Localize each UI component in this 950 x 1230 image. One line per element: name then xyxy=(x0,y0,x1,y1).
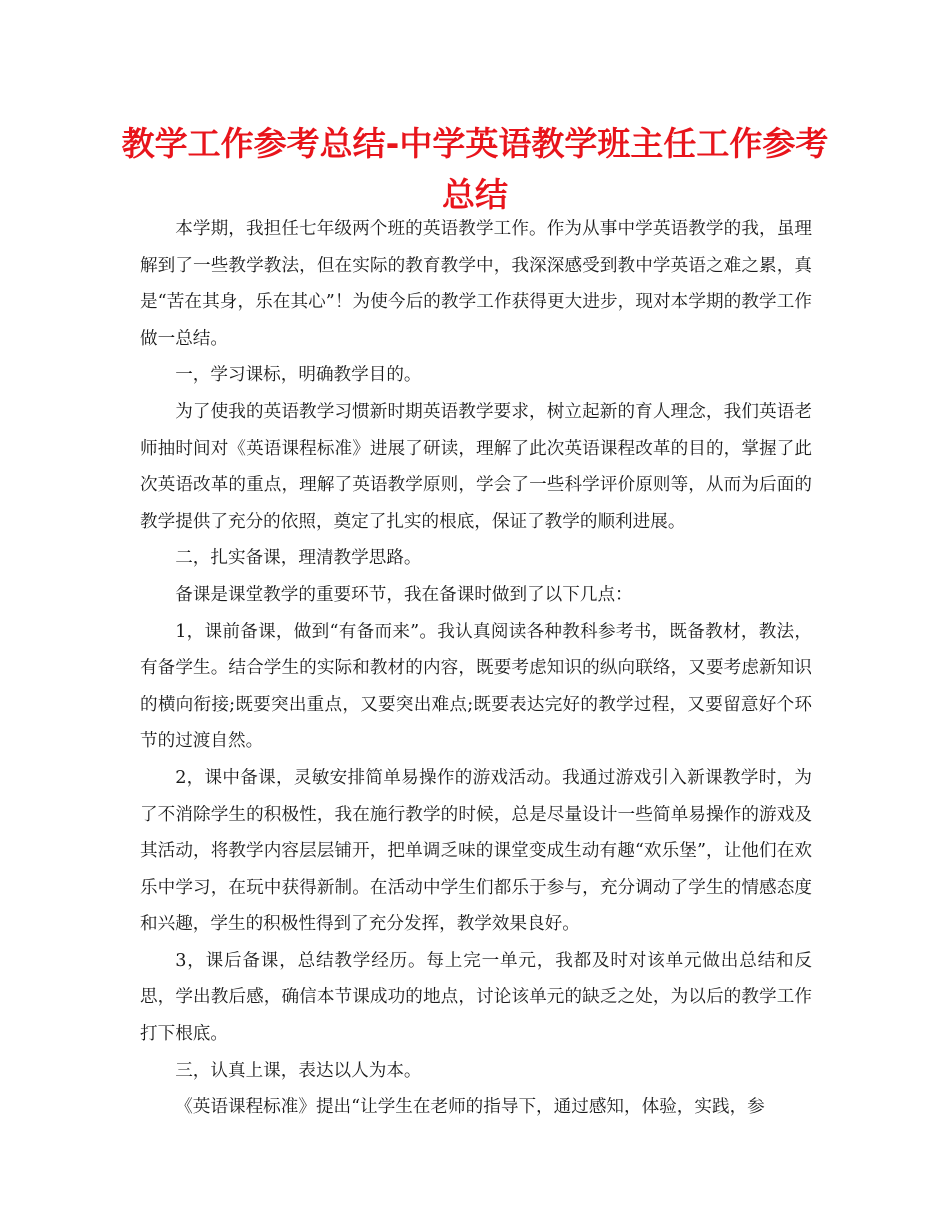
paragraph: 2，课中备课，灵敏安排简单易操作的游戏活动。我通过游戏引入新课教学时，为了不消除学生的积极性，我在施行教学的时候，总是尽量设计一些简单易操作的游戏及其活动，将教学内容层层铺开，把单调乏味的课堂变成生动有趣“欢乐堡”，让他们在欢乐中学习，在玩中获得新制。在活动中学生们都乐于参与，充分调动了学生的情感态度和兴趣，学生的积极性得到了充分发挥，教学效果良好。 xyxy=(140,767,812,935)
paragraph: 3，课后备课，总结教学经历。每上完一单元，我都及时对该单元做出总结和反思，学出教后感，确信本节课成功的地点，讨论该单元的缺乏之处，为以后的教学工作打下根底。 xyxy=(140,950,812,1045)
paragraph: 1，课前备课，做到“有备而来”。我认真阅读各种教科参考书，既备教材，教法，有备学生。结合学生的实际和教材的内容，既要考虑知识的纵向联络，又要考虑新知识的横向衔接;既要突出重点，又要突出难点;既要表达完好的教学过程，又要留意好个环节的过渡自然。 xyxy=(140,621,812,752)
document-title: 教学工作参考总结-中学英语教学班主任工作参考总结 xyxy=(121,124,829,214)
paragraph: 备课是课堂教学的重要环节，我在备课时做到了以下几点： xyxy=(175,584,633,605)
section-heading: 一，学习课标，明确教学目的。 xyxy=(175,365,422,386)
section-heading: 三，认真上课，表达以人为本。 xyxy=(175,1060,422,1081)
paragraph: 为了使我的英语教学习惯新时期英语教学要求，树立起新的育人理念，我们英语老师抽时间对《英语课程标准》进展了研读，理解了此次英语课程改革的目的，掌握了此次英语改革的重点，理解了英语教学原则，学会了一些科学评价原则等，从而为后面的教学提供了充分的依照，奠定了扎实的根底，保证了教学的顺利进展。 xyxy=(140,401,812,532)
paragraph: 《英语课程标准》提出“让学生在老师的指导下，通过感知，体验，实践，参 xyxy=(175,1097,765,1118)
document-body xyxy=(140,211,812,1126)
paragraph: 本学期，我担任七年级两个班的英语教学工作。作为从事中学英语教学的我，虽理解到了一些教学教法，但在实际的教育教学中，我深深感受到教中学英语之难之累，真是“苦在其身，乐在其心”！为使今后的教学工作获得更大进步，现对本学期的教学工作做一总结。 xyxy=(140,219,812,349)
section-heading: 二，扎实备课，理清教学思路。 xyxy=(175,548,422,569)
